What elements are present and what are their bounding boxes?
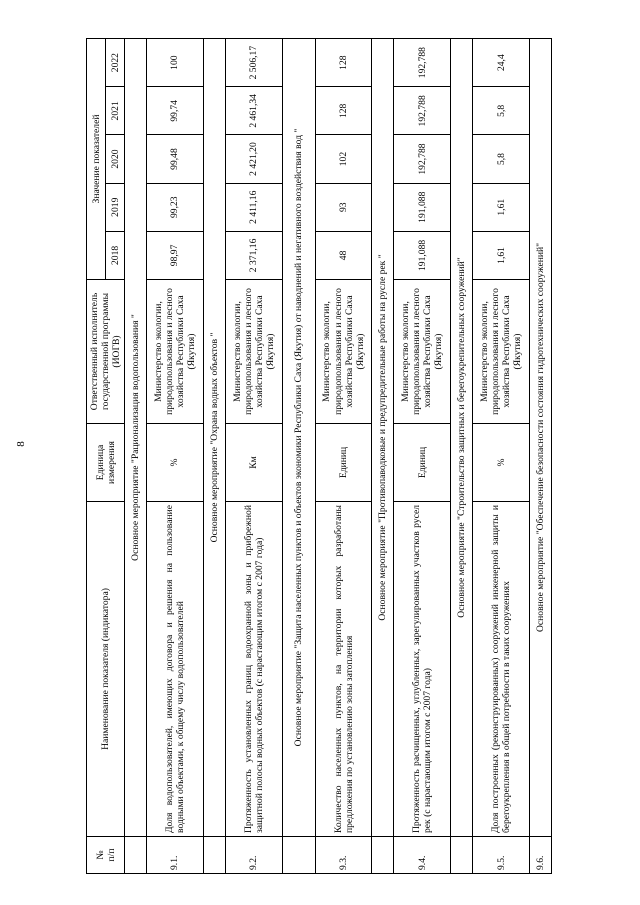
- header-responsible: Ответственный исполнитель государственной программы (ИОГВ): [87, 280, 125, 424]
- header-name: Наименование показателя (индикатора): [87, 502, 125, 837]
- row-value-2019: 93: [315, 183, 372, 231]
- section-title: Основное мероприятие "Противопаводковые и предупредительные работы на русле рек ": [372, 39, 394, 837]
- row-value-2020: 2 421,20: [225, 135, 282, 183]
- row-num: 9.4.: [394, 837, 451, 874]
- row-value-2022: 128: [315, 39, 372, 87]
- row-name: Протяженность расчищенных, углубленных, зарегулированных участков русел рек (с нарастающим итогом с 2007 года): [394, 502, 451, 837]
- section-row: [282, 39, 315, 874]
- header-values-group: Значение показателей: [87, 39, 106, 280]
- row-name: Доля водопользователей, имеющих договора и решения на пользование водными объектами, к общему числу водопользователей: [147, 502, 204, 837]
- row-num: 9.2.: [225, 837, 282, 874]
- row-unit: %: [147, 424, 204, 502]
- row-value-2019: 2 411,16: [225, 183, 282, 231]
- table-row: [473, 39, 530, 874]
- row-value-2022: 100: [147, 39, 204, 87]
- row-value-2020: 192,788: [394, 135, 451, 183]
- row-num: 9.5.: [473, 837, 530, 874]
- row-value-2020: 99,48: [147, 135, 204, 183]
- row-value-2022: 192,788: [394, 39, 451, 87]
- row-value-2018: 48: [315, 231, 372, 279]
- row-value-2021: 128: [315, 87, 372, 135]
- section-num-cell: [372, 837, 394, 874]
- row-value-2020: 102: [315, 135, 372, 183]
- section-row: [372, 39, 394, 874]
- table-row: [315, 39, 372, 874]
- row-num: 9.1.: [147, 837, 204, 874]
- table-row: [225, 39, 282, 874]
- section-row: [125, 39, 147, 874]
- header-year-2022: 2022: [106, 39, 125, 87]
- section-title: Основное мероприятие "Защита населенных пунктов и объектов экономики Республики Саха (Якутия) от наводнений и негативного воздействия вод ": [282, 39, 315, 837]
- row-value-2020: 5,8: [473, 135, 530, 183]
- section-title: Основное мероприятие "Охрана водных объектов ": [203, 39, 225, 837]
- row-name: Количество населенных пунктов, на территории которых разработаны предложения по установлению зоны затопления: [315, 502, 372, 837]
- header-unit: Единица измерения: [87, 424, 125, 502]
- row-value-2021: 192,788: [394, 87, 451, 135]
- page-number: 8: [14, 441, 27, 447]
- header-year-2020: 2020: [106, 135, 125, 183]
- table-row: [147, 39, 204, 874]
- row-num: 9.3.: [315, 837, 372, 874]
- row-value-2021: 5,8: [473, 87, 530, 135]
- section-title: Основное мероприятие "Обеспечение безопасности состояния гидротехнических сооружений": [530, 39, 552, 837]
- section-row: [203, 39, 225, 874]
- header-year-2021: 2021: [106, 87, 125, 135]
- header-year-2019: 2019: [106, 183, 125, 231]
- row-value-2018: 191,088: [394, 231, 451, 279]
- row-value-2018: 98,97: [147, 231, 204, 279]
- section-num-cell: [203, 837, 225, 874]
- header-year-2018: 2018: [106, 231, 125, 279]
- row-value-2022: 24,4: [473, 39, 530, 87]
- indicators-table: [86, 38, 552, 874]
- section-row: [451, 39, 473, 874]
- row-unit: Единиц: [394, 424, 451, 502]
- row-value-2022: 2 506,17: [225, 39, 282, 87]
- table-row: [394, 39, 451, 874]
- row-value-2021: 99,74: [147, 87, 204, 135]
- row-responsible: Министерство экологии, природопользования и лесного хозяйства Республики Саха (Якутия): [225, 280, 282, 424]
- section-num-cell: [282, 837, 315, 874]
- row-unit: %: [473, 424, 530, 502]
- row-value-2018: 1,61: [473, 231, 530, 279]
- row-name: Доля построенных (реконструированных) сооружений инженерной защиты и берегоукрепления в общей потребности в таких сооружениях: [473, 502, 530, 837]
- row-unit: Км: [225, 424, 282, 502]
- rotated-table-wrapper: [86, 38, 546, 874]
- row-responsible: Министерство экологии, природопользования и лесного хозяйства Республики Саха (Якутия): [394, 280, 451, 424]
- row-name: Протяженность установленных границ водоохранной зоны и прибрежной защитной полосы водных объектов (с нарастающим итогом с 2007 года): [225, 502, 282, 837]
- section-num-cell: [125, 837, 147, 874]
- section-num-cell: [451, 837, 473, 874]
- row-responsible: Министерство экологии, природопользования и лесного хозяйства Республики Саха (Якутия): [315, 280, 372, 424]
- row-responsible: Министерство экологии, природопользования и лесного хозяйства Республики Саха (Якутия): [147, 280, 204, 424]
- section-title: Основное мероприятие "Строительство защитных и берегоукрепительных сооружений": [451, 39, 473, 837]
- row-value-2019: 191,088: [394, 183, 451, 231]
- section-title: Основное мероприятие "Рационализация водопользования ": [125, 39, 147, 837]
- section-row: [530, 39, 552, 874]
- row-unit: Единиц: [315, 424, 372, 502]
- row-responsible: Министерство экологии, природопользования и лесного хозяйства Республики Саха (Якутия): [473, 280, 530, 424]
- row-value-2019: 1,61: [473, 183, 530, 231]
- row-value-2018: 2 371,16: [225, 231, 282, 279]
- row-num: 9.6.: [530, 837, 552, 874]
- header-num: № п/п: [87, 837, 125, 874]
- row-value-2021: 2 461,34: [225, 87, 282, 135]
- row-value-2019: 99,23: [147, 183, 204, 231]
